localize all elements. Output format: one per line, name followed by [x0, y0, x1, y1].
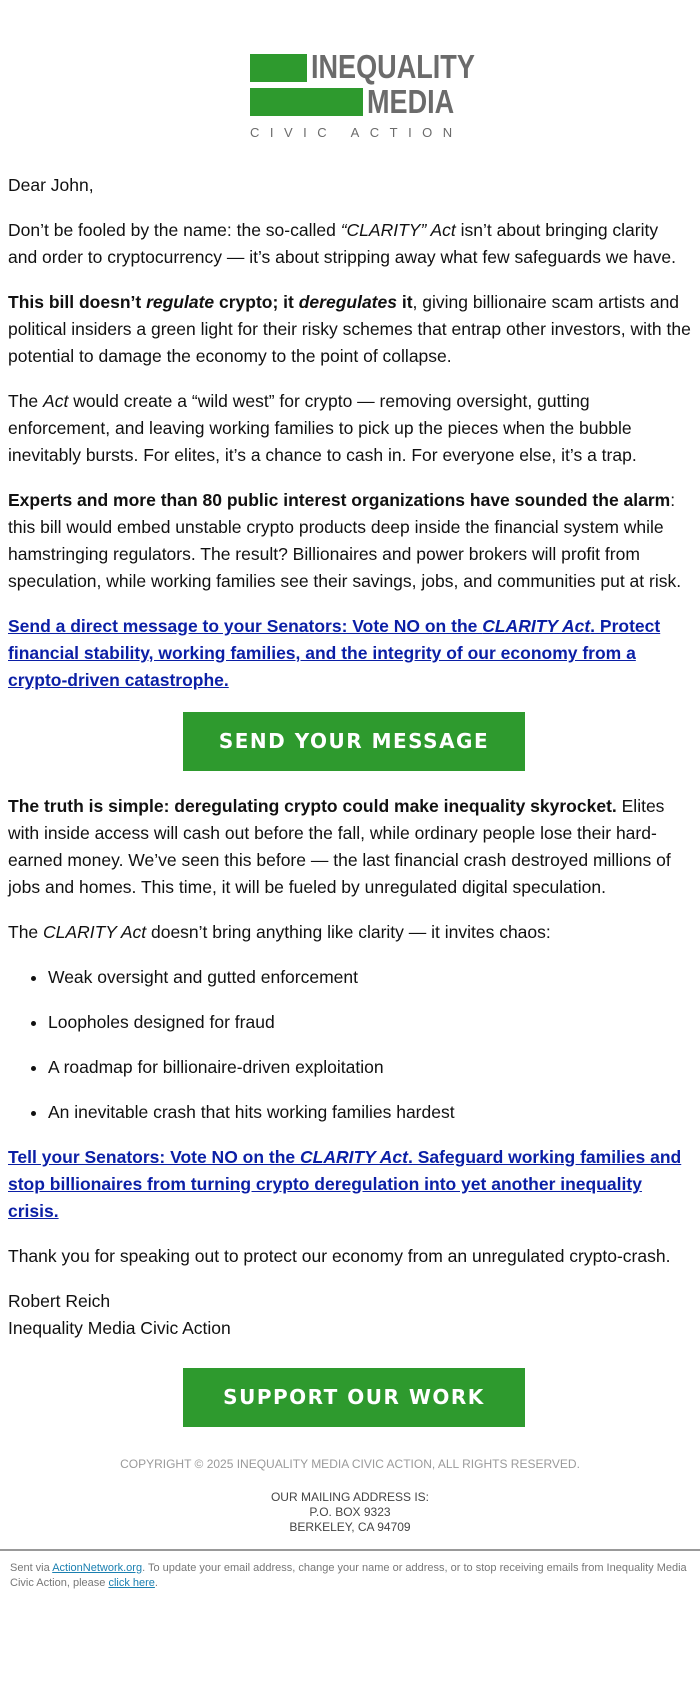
footer — [0, 1457, 700, 1535]
support-button-row — [8, 1368, 692, 1427]
tell-senators-link[interactable] — [8, 1147, 681, 1221]
cta2-emphasis: CLARITY Act — [300, 1147, 408, 1167]
logo-bar-top — [250, 54, 307, 82]
p1-emphasis: “CLARITY” Act — [340, 220, 456, 240]
p3-text-a: The — [8, 391, 44, 411]
cta2-text-a: Tell your Senators: Vote NO on the — [8, 1147, 301, 1167]
mailing-address-line1: P.O. BOX 9323 — [309, 1505, 391, 1519]
greeting: Dear John, — [8, 175, 94, 195]
support-our-work-button[interactable]: SUPPORT OUR WORK — [183, 1368, 525, 1427]
send-message-link[interactable] — [8, 616, 660, 690]
p4-bold: Experts and more than 80 public interest organizations have sounded the alarm — [8, 490, 671, 510]
logo-word-media: MEDIA — [367, 83, 455, 120]
logo-bar-bottom — [250, 88, 363, 116]
paragraph-6 — [8, 919, 692, 946]
logo-word-inequality: INEQUALITY — [311, 48, 475, 85]
signature-org: Inequality Media Civic Action — [8, 1318, 231, 1338]
paragraph-4 — [8, 487, 692, 595]
email-content — [0, 172, 700, 1427]
p3-emphasis: Act — [43, 391, 69, 411]
sent-via-text-c: . — [154, 1577, 158, 1589]
sent-via-text-a: Sent via — [10, 1562, 53, 1574]
paragraph-thanks: Thank you for speaking out to protect our economy from an unregulated crypto-crash. — [8, 1246, 671, 1266]
paragraph-3 — [8, 388, 692, 469]
paragraph-1 — [8, 217, 692, 271]
send-message-button-row — [8, 712, 692, 771]
p3-text-b: would create a “wild west” for crypto — removing oversight, gutting enforcement, and leaving working families to pick up the pieces when the bubble inevitably bursts. For elites, it’s a chance to cash in. For everyone else, it’s a trap. — [8, 391, 637, 465]
p2-b3: crypto; it — [214, 292, 299, 312]
p2-b1: This bill doesn’t — [8, 292, 147, 312]
send-your-message-button[interactable]: SEND YOUR MESSAGE — [183, 712, 525, 771]
cta1-emphasis: CLARITY Act — [482, 616, 591, 636]
p1-text-b: isn’t about bringing clarity and order to cryptocurrency — it’s about stripping away what few safeguards we have. — [8, 220, 676, 267]
p5-rest: Elites with inside access will cash out before the fall, while ordinary people lose their hard-earned money. We’ve seen this before — the last financial crash destroyed millions of jobs and homes. This time, it will be fueled by unregulated digital speculation. — [8, 796, 671, 897]
signature — [8, 1288, 692, 1342]
p1-text-a: Don’t be fooled by the name: the so-called — [8, 220, 341, 240]
p6-text-b: doesn’t bring anything like clarity — it invites chaos: — [146, 922, 551, 942]
cta1-text-b: . Protect financial stability, working families, and the integrity of our economy from a crypto-driven catastrophe. — [8, 616, 661, 690]
sent-via-text-b: . To update your email address, change your name or address, or to stop receiving emails from Inequality Media Civic Action, please — [10, 1562, 687, 1589]
cta-paragraph-1 — [8, 613, 692, 694]
signature-name: Robert Reich — [8, 1291, 111, 1311]
cta2-text-b: . Safeguard working families and stop billionaires from turning crypto deregulation into yet another inequality crisis. — [8, 1147, 682, 1221]
list-item: • A roadmap for billionaire-driven exploitation — [48, 1054, 692, 1081]
mailing-address-line2: BERKELEY, CA 94709 — [289, 1520, 411, 1534]
mailing-address-label: OUR MAILING ADDRESS IS: — [270, 1490, 430, 1504]
p5-bold: The truth is simple: deregulating crypto could make inequality skyrocket. — [8, 796, 617, 816]
chaos-list — [8, 964, 692, 1126]
unsubscribe-link[interactable]: click here — [108, 1577, 155, 1589]
list-item: • An inevitable crash that hits working families hardest — [48, 1099, 692, 1126]
p4-rest: : this bill would embed unstable crypto products deep inside the financial system while hamstringing regulators. The result? Billionaires and power brokers will profit from speculation, while working families see their savings, jobs, and communities put at risk. — [8, 490, 682, 591]
p2-bold — [8, 292, 413, 312]
p2-b2: regulate — [146, 292, 215, 312]
cta1-text-a: Send a direct message to your Senators: Vote NO on the — [8, 616, 483, 636]
list-item: • Weak oversight and gutted enforcement — [48, 964, 692, 991]
p2-b5: it — [396, 292, 413, 312]
p2-rest: , giving billionaire scam artists and political insiders a green light for their risky schemes that entrap other investors, with the potential to damage the economy to the point of collapse. — [8, 292, 691, 366]
list-item: • Loopholes designed for fraud — [48, 1009, 692, 1036]
p6-text-a: The — [8, 922, 44, 942]
paragraph-2 — [8, 289, 692, 370]
p2-b4: deregulates — [298, 292, 397, 312]
copyright-text: COPYRIGHT © 2025 INEQUALITY MEDIA CIVIC ACTION, ALL RIGHTS RESERVED. — [120, 1457, 580, 1471]
cta-paragraph-2 — [8, 1144, 692, 1225]
sent-via-notice — [0, 1551, 700, 1591]
actionnetwork-link[interactable]: ActionNetwork.org — [52, 1562, 143, 1574]
inequality-media-logo — [0, 0, 700, 150]
logo-subtitle: CIVIC ACTION — [250, 125, 463, 140]
paragraph-5 — [8, 793, 692, 901]
p6-emphasis: CLARITY Act — [43, 922, 147, 942]
